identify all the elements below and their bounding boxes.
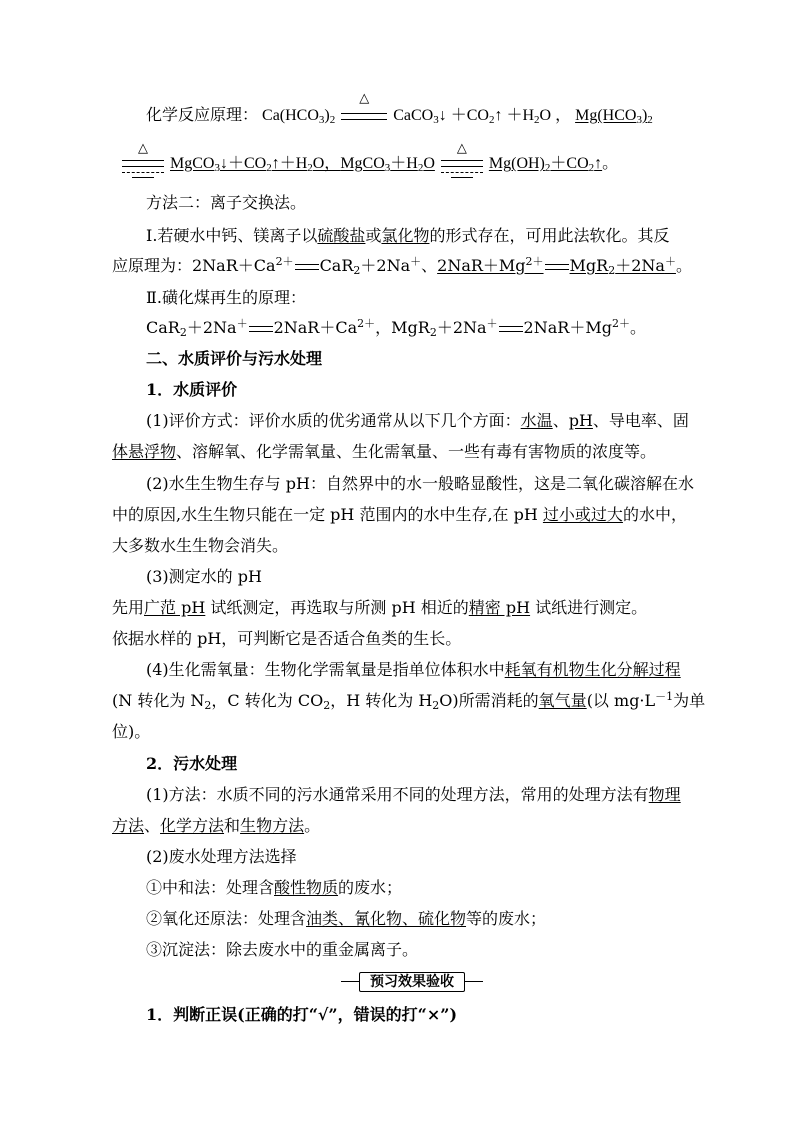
formula: O: [423, 155, 435, 172]
heating-equals-sign: [441, 140, 483, 174]
text: (4)生化需氧量：生物化学需氧量是指单位体积水中: [146, 660, 505, 679]
subscript: 2: [608, 264, 616, 277]
text: 中的原因,水生生物只能在一定 pH 范围内的水中生存,在 pH: [112, 505, 543, 524]
text: CaR: [146, 318, 180, 337]
formula: ↓ ＋CO: [438, 107, 489, 124]
superscript: 2＋: [525, 255, 544, 268]
subscript: 3: [214, 162, 220, 174]
sewage-method-line-1: [146, 785, 681, 805]
formula: ): [641, 107, 648, 124]
neutralization-method: [146, 878, 402, 898]
text: 的形式存在，可用此法软化。其反: [429, 226, 670, 245]
text: (以 mg·L: [586, 691, 656, 710]
bod-line-3: 位)。: [112, 722, 151, 741]
underlined-text: 体悬浮物: [112, 442, 177, 461]
text: (N 转化为 N: [112, 691, 205, 710]
text: ＋2Na: [436, 318, 487, 337]
text: ＋2Na: [186, 318, 237, 337]
underlined-formula: [437, 256, 676, 275]
subscript: 2: [307, 162, 313, 174]
text: 的水中，: [622, 505, 687, 524]
formula: ↑: [594, 155, 603, 172]
formula: MgCO: [340, 155, 385, 172]
ion-exchange-line-1: [146, 226, 669, 246]
formula: ↑＋H: [271, 155, 308, 172]
bod-line-1: [146, 660, 681, 680]
underlined-text: 耗氧有机物生化分解过程: [504, 660, 681, 679]
text: 2NaR＋Ca: [273, 318, 358, 337]
subscript: 2: [329, 114, 336, 126]
underlined-text: 油类、氰化物、硫化物: [306, 909, 467, 928]
heat-triangle-icon: △: [138, 140, 148, 155]
text: ，H 转化为 H: [330, 691, 433, 710]
text: 、: [144, 816, 161, 835]
superscript: 2＋: [357, 317, 376, 330]
underlined-text: 物理: [648, 785, 681, 804]
subscript: 2: [204, 699, 212, 712]
formula: O，: [312, 155, 341, 172]
water-quality-title: 1．水质评价: [146, 380, 238, 399]
text: 或: [365, 226, 382, 245]
reaction-label: 化学反应原理：: [146, 107, 259, 124]
equals-sign: [545, 264, 569, 270]
subscript: 2: [588, 162, 595, 174]
subscript: 2: [544, 162, 551, 174]
text: 。: [675, 256, 692, 275]
text: (1)方法：水质不同的污水通常采用不同的处理方法，常用的处理方法有: [146, 785, 649, 804]
sewage-title: 2．污水处理: [146, 754, 238, 773]
formula: ＋H: [390, 155, 418, 172]
text: 、溶解氧、化学需氧量、生化需氧量、一些有毒有害物质的浓度等。: [176, 442, 657, 461]
text: ＋2Na: [615, 256, 665, 275]
method-two-heading: 方法二：离子交换法。: [146, 193, 307, 212]
equals-sign: [249, 326, 273, 332]
underlined-text: pH: [568, 411, 593, 430]
superscript: ＋: [410, 255, 422, 268]
formula: O ，: [539, 107, 572, 124]
subscript: 2: [266, 162, 272, 174]
text: MgR: [569, 256, 609, 275]
text: Ⅰ.若硬水中钙、镁离子以: [146, 226, 318, 245]
regeneration-equation: [146, 318, 646, 338]
underlined-text: 广范 pH: [144, 598, 206, 617]
underlined-text: 化学方法: [160, 816, 225, 835]
superscript: 2＋: [611, 317, 630, 330]
underlined-text: 氧气量: [538, 691, 587, 710]
text: 试纸测定，再选取与所测 pH 相近的: [205, 598, 469, 617]
superscript: 2＋: [275, 255, 294, 268]
ph-measure-title: (3)测定水的 pH: [146, 567, 262, 586]
formula: ＋CO: [550, 155, 589, 172]
text: 等的废水；: [466, 909, 547, 928]
superscript: －1: [655, 690, 674, 703]
text: ，C 转化为 CO: [211, 691, 324, 710]
text: ②氧化还原法：处理含: [146, 909, 307, 928]
text: 和: [224, 816, 241, 835]
underlined-text: 过小或过大: [542, 505, 623, 524]
superscript: ＋: [236, 317, 248, 330]
subscript: 3: [384, 162, 391, 174]
water-quality-item-2-line-2: [112, 505, 687, 525]
underlined-text: 精密 pH: [468, 598, 531, 617]
subscript: 2: [647, 114, 653, 126]
underlined-text: 氯化物: [381, 226, 430, 245]
precipitation-method: ③沉淀法：除去废水中的重金属离子。: [146, 940, 419, 959]
text: 、: [552, 411, 569, 430]
underlined-products: [489, 155, 602, 172]
formula: Mg(OH): [488, 155, 545, 172]
section-banner: [341, 972, 483, 992]
heating-equals-sign: [122, 140, 164, 174]
subscript: 2: [353, 264, 361, 277]
text: 2NaR＋Mg: [523, 318, 612, 337]
text: 为单: [673, 691, 706, 710]
text: 、: [421, 256, 438, 275]
formula: Ca(HCO: [262, 107, 319, 124]
text: ①中和法：处理含: [146, 878, 275, 897]
bod-line-2: [112, 691, 705, 711]
sewage-method-line-2: [112, 816, 320, 836]
ph-measure-line-2: 依据水样的 pH，可判断它是否适合鱼类的生长。: [112, 629, 462, 648]
redox-method: [146, 909, 546, 929]
reaction-line-1: [146, 90, 653, 126]
underlined-text: 生物方法: [240, 816, 305, 835]
reaction-line-2: [120, 140, 619, 174]
underlined-text: 方法: [112, 816, 145, 835]
subscript: 2: [432, 699, 440, 712]
ph-measure-line-1: [112, 598, 647, 618]
banner-label: 预习效果验收: [359, 972, 465, 992]
superscript: ＋: [664, 255, 676, 268]
subscript: 2: [534, 114, 540, 126]
subscript: 3: [318, 114, 325, 126]
water-quality-item-1-line-2: [112, 442, 656, 462]
text: O)所需消耗的: [439, 691, 539, 710]
heating-equals-sign: [341, 90, 387, 126]
heat-triangle-icon: △: [456, 140, 467, 155]
text: (1)评价方式：评价水质的优劣通常从以下几个方面：: [146, 411, 521, 430]
underlined-text: 水温: [520, 411, 553, 430]
heat-triangle-icon: △: [359, 90, 370, 105]
text: 试纸进行测定。: [530, 598, 648, 617]
text: 2NaR＋Mg: [437, 256, 526, 275]
text: 。: [629, 318, 646, 337]
punctuation: 。: [602, 155, 619, 172]
formula: MgCO: [170, 155, 215, 172]
underlined-text: 硫酸盐: [317, 226, 366, 245]
underlined-formula: [575, 107, 653, 124]
text: 的废水；: [338, 878, 403, 897]
section-two-title: 二、水质评价与污水处理: [146, 349, 323, 368]
question-1: 1．判断正误(正确的打“√”，错误的打“×”): [146, 1005, 458, 1024]
water-quality-item-2-line-1: (2)水生生物生存与 pH：自然界中的水一般略显酸性，这是二氧化碳溶解在水: [146, 474, 694, 493]
regeneration-heading: Ⅱ.磺化煤再生的原理：: [146, 288, 306, 307]
formula: CaCO: [393, 107, 434, 124]
underlined-products: [170, 155, 435, 172]
text: 。: [304, 816, 321, 835]
text: 应原理为：2NaR＋Ca: [112, 256, 276, 275]
subscript: 2: [323, 699, 331, 712]
formula: ↓＋CO: [219, 155, 267, 172]
subscript: 2: [179, 326, 187, 339]
subscript: 3: [636, 114, 642, 126]
water-quality-item-2-line-3: 大多数水生生物会消失。: [112, 536, 289, 555]
text: 、导电率、固: [592, 411, 689, 430]
text: ＋2Na: [360, 256, 411, 275]
water-quality-item-1-line-1: [146, 411, 689, 431]
wastewater-method-title: (2)废水处理方法选择: [146, 847, 297, 866]
subscript: 2: [488, 114, 495, 126]
underlined-text: 酸性物质: [274, 878, 339, 897]
ion-exchange-line-2: [112, 256, 692, 276]
equals-sign: [499, 326, 523, 332]
text: ，MgR: [375, 318, 430, 337]
subscript: 3: [433, 114, 439, 126]
subscript: 2: [429, 326, 437, 339]
superscript: ＋: [486, 317, 498, 330]
text: CaR: [319, 256, 354, 275]
subscript: 2: [417, 162, 424, 174]
formula: Mg(HCO: [575, 107, 637, 124]
equals-sign: [295, 264, 319, 270]
formula: ): [324, 107, 330, 124]
text: 先用: [112, 598, 145, 617]
formula: ↑ ＋H: [494, 107, 535, 124]
